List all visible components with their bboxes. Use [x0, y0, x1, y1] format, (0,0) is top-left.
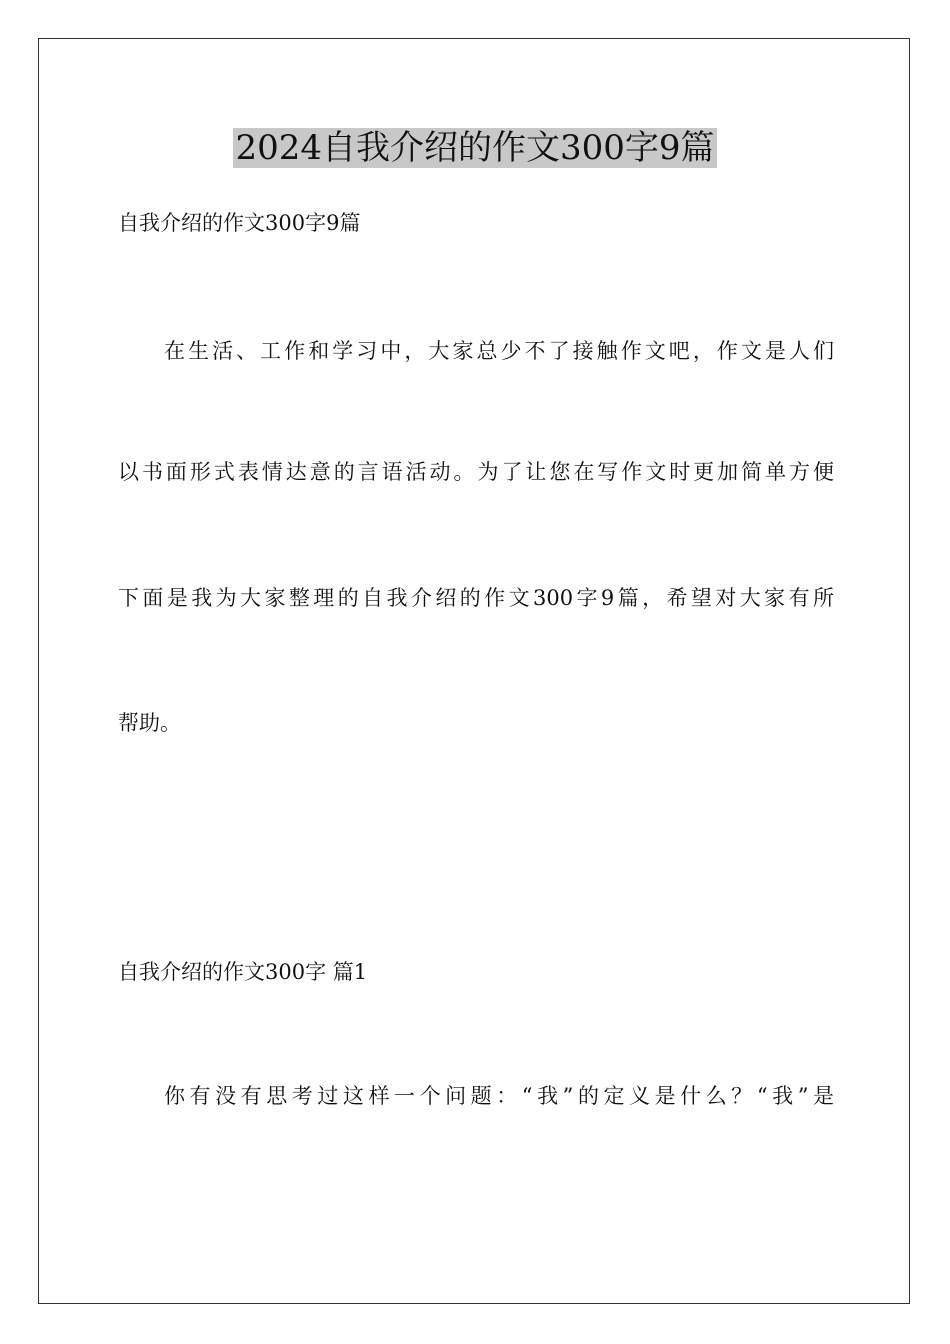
document-title-text: 2024自我介绍的作文300字9篇	[235, 128, 715, 168]
intro-paragraph-line: 帮助。	[118, 711, 181, 735]
section-heading: 自我介绍的作文300字 篇1	[118, 960, 368, 984]
intro-paragraph-line: 以书面形式表情达意的言语活动。为了让您在写作文时更加简单方便	[118, 460, 834, 484]
intro-paragraph-line: 在生活、工作和学习中，大家总少不了接触作文吧，作文是人们	[164, 339, 834, 363]
section-paragraph-line: 你有没有思考过这样一个问题：“我”的定义是什么？“我”是	[164, 1084, 834, 1108]
document-subtitle: 自我介绍的作文300字9篇	[118, 211, 361, 235]
document-title	[0, 126, 950, 170]
intro-paragraph-line: 下面是我为大家整理的自我介绍的作文300字9篇，希望对大家有所	[118, 586, 834, 610]
